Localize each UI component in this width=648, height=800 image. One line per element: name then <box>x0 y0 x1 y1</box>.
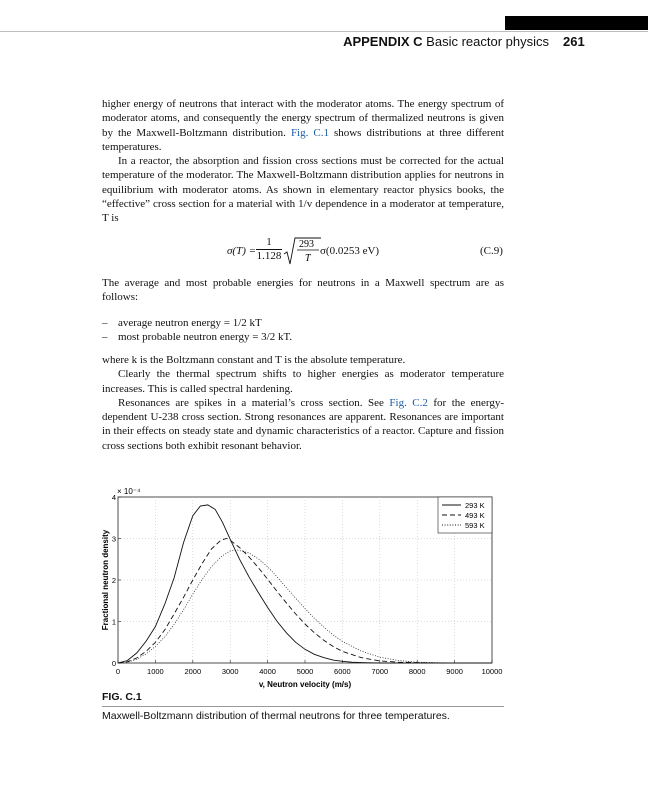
figure-caption: Maxwell-Boltzmann distribution of thermal neutrons for three temperatures. <box>102 710 450 722</box>
para1-text: higher energy of neutrons that interact with the moderator atoms. The energy spectrum of moderator atoms, and consequently the energy spectrum of thermalized neutrons is given by the Maxwell-Boltzmann distribution. <box>102 98 504 139</box>
paragraph-1 <box>102 97 504 226</box>
series-line-593-k <box>118 550 492 663</box>
y-tick-label: 0 <box>111 659 116 668</box>
equation-c9 <box>0 236 648 266</box>
y-tick-label: 4 <box>111 493 116 502</box>
eq-numerator: 1 <box>256 236 282 250</box>
page-number: 261 <box>563 34 585 49</box>
y-tick-label: 1 <box>111 617 116 627</box>
x-tick-label: 8000 <box>408 667 426 676</box>
x-tick-label: 0 <box>115 667 121 676</box>
header-bar <box>505 16 648 30</box>
list-text: most probable neutron energy = 3/2 kT. <box>118 331 293 344</box>
eq-fraction <box>256 236 282 262</box>
paragraph-4: where k is the Boltzmann constant and T is the absolute temperature. <box>102 354 406 366</box>
x-axis-label: v, Neutron velocity (m/s) <box>258 680 352 689</box>
paragraph-2: In a reactor, the absorption and fission cross sections must be corrected for the actual temperature of the moderator. The Maxwell-Boltzmann distribution applies for neutrons in equilibrium with moderator atoms. As shown in elementary reactor physics books, the “effective” cross section for a material with 1/v dependence in a moderator at temperature, T is <box>102 155 504 225</box>
legend-label: 293 K <box>465 501 485 510</box>
eq-rhs: σ(0.0253 eV) <box>320 245 380 257</box>
eq-denominator: 1.128 <box>256 250 282 262</box>
list-dash: – <box>102 331 108 344</box>
sqrt-denominator: T <box>305 253 311 264</box>
sqrt-numerator: 293 <box>299 239 314 250</box>
appendix-title: Basic reactor physics <box>426 34 549 49</box>
legend-label: 593 K <box>465 521 485 530</box>
paragraph-5: Clearly the thermal spectrum shifts to higher energies as moderator temperature increases. This is called spectral hardening. <box>102 368 504 395</box>
energy-list <box>102 316 292 345</box>
para6-tail: for the energy-dependent U-238 cross section. Strong resonances are apparent. Resonances are important in their effects on steady state and dynamic characteristics of a reactor. Capture and fission cross sections both exhibit resonant behavior. <box>102 396 505 452</box>
maxwell-chart <box>100 486 512 691</box>
series-lines <box>118 505 492 663</box>
paragraph-6 <box>102 396 504 453</box>
fig-c1-link[interactable]: Fig. C.1 <box>290 126 329 139</box>
y-tick-label: 2 <box>111 576 116 585</box>
x-tick-label: 5000 <box>296 667 314 676</box>
x-tick-label: 10000 <box>481 667 503 676</box>
header-rule <box>0 31 648 32</box>
caption-rule <box>102 706 504 707</box>
legend-label: 493 K <box>465 511 485 520</box>
x-tick-label: 1000 <box>147 667 164 676</box>
paragraph-block <box>102 353 504 453</box>
list-item <box>102 316 292 330</box>
eq-lhs: σ(T) = <box>227 245 257 257</box>
x-tick-label: 6000 <box>334 667 351 676</box>
figure-label: FIG. C.1 <box>102 691 142 703</box>
y-exponent: × 10⁻⁴ <box>117 487 141 496</box>
fig-c2-link[interactable]: Fig. C.2 <box>389 396 428 409</box>
list-text: average neutron energy = 1/2 kT <box>118 317 262 329</box>
y-tick-label: 3 <box>111 534 116 544</box>
x-tick-label: 9000 <box>446 667 463 676</box>
legend <box>438 497 492 533</box>
x-tick-label: 2000 <box>184 667 202 676</box>
paragraph-3: The average and most probable energies for neutrons in a Maxwell spectrum are as follows: <box>102 277 504 304</box>
x-tick-label: 3000 <box>221 667 239 676</box>
eq-number: (C.9) <box>480 245 503 257</box>
list-item <box>102 330 292 344</box>
y-axis-label: Fractional neutron density <box>101 529 110 631</box>
list-dash: – <box>102 317 108 329</box>
running-header <box>343 34 585 49</box>
para6-text: Resonances are spikes in a material’s cross section. See <box>118 396 384 409</box>
x-tick-label: 4000 <box>259 667 276 676</box>
grid <box>118 497 492 663</box>
appendix-label: APPENDIX C <box>343 34 423 49</box>
para1-tail: shows distributions at three different temperatures. <box>102 126 505 153</box>
series-line-293-k <box>118 505 492 663</box>
x-tick-label: 7000 <box>371 667 389 676</box>
